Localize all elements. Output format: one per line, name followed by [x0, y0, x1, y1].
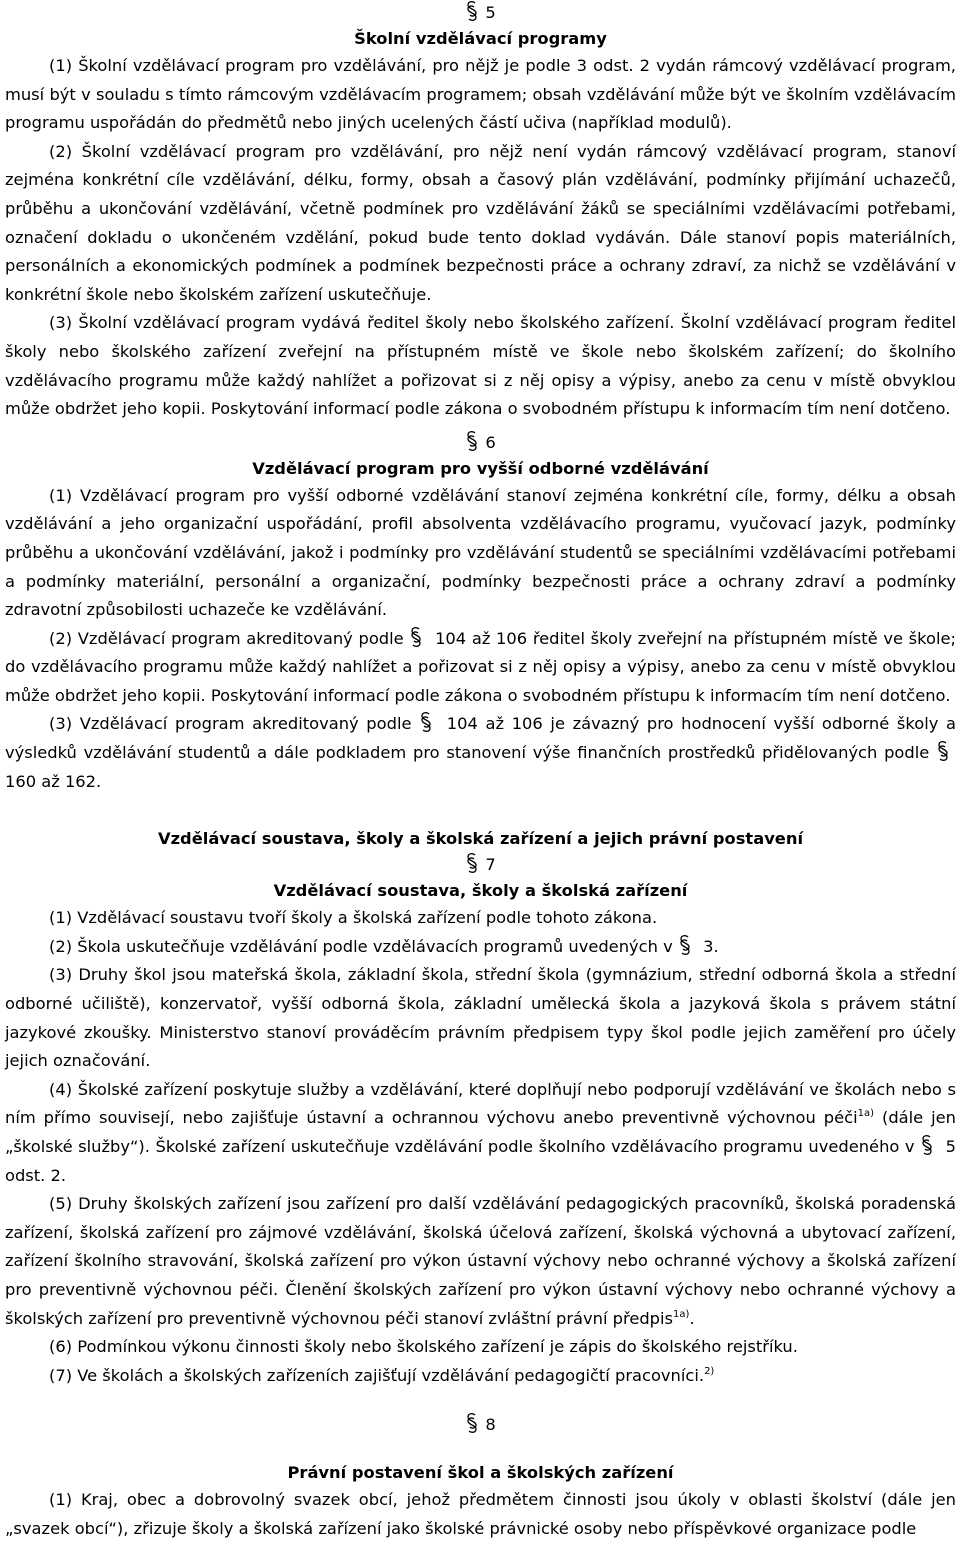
section-6-paragraph-2: (2) Vzdělávací program akreditovaný podle 104 až 106 ředitel školy zveřejní na přístupném místě ve škole; do vzdělávacího programu může každý nahlížet a pořizovat si z něj opisy a výpisy, anebo za cenu v místě obvyklou může obdržet jeho kopii. Poskytování informací podle zákona o svobodném přístupu k informacím tím není dotčeno.	[5, 625, 956, 711]
section-7-paragraph-5: (5) Druhy školských zařízení jsou zařízení pro další vzdělávání pedagogických pracovníků, školská poradenská zařízení, školská zařízení pro zájmové vzdělávání, školská účelová zařízení, školská výchovná a ubytovací zařízení, zařízení školního stravování, školská zařízení pro výkon ústavní výchovy nebo ochranné výchovy a školská zařízení pro preventivně výchovnou péči. Členění školských zařízení pro výkon ústavní výchovy nebo ochranné výchovy a školských zařízení pro preventivně výchovnou péči stanoví zvláštní právní předpis$^{1a)}$.	[5, 1194, 956, 1328]
section-sign-icon	[419, 711, 433, 733]
section-5-paragraph-1: (1) Školní vzdělávací program pro vzdělávání, pro nějž je podle 3 odst. 2 vydán rámcový vzdělávací program, musí být v souladu s tímto rámcovým vzdělávacím programem; obsah vzdělávání může být ve školním vzdělávacím programu uspořádán do předmětů nebo jiných ucelených částí učiva (například modulů).	[5, 56, 956, 133]
section-5-heading: 5	[5, 0, 956, 26]
section-5-paragraph-3: (3) Školní vzdělávací program vydává ředitel školy nebo školského zařízení. Školní vzdělávací program ředitel školy nebo školského zařízení zveřejní na přístupném místě ve škole nebo školském zařízení; do školního vzdělávacího programu může každý nahlížet a pořizovat si z něj opisy a výpisy, anebo za cenu v místě obvyklou může obdržet jeho kopii. Poskytování informací podle zákona o svobodném přístupu k informacím tím není dotčeno.	[5, 313, 956, 419]
section-8-heading: 8	[5, 1412, 956, 1438]
section-sign-icon	[920, 1134, 934, 1156]
section-7-title: Vzdělávací soustava, školy a školská zařízení	[273, 881, 688, 901]
section-6-paragraph-3: (3) Vzdělávací program akreditovaný podle 104 až 106 je závazný pro hodnocení vyšší odborné školy a výsledků vzdělávání studentů a dále podkladem pro stanovení výše finančních prostředků přidělovaných podle 160 až 162.	[5, 710, 956, 796]
section-sign-icon	[678, 934, 692, 956]
section-6-paragraph-1: (1) Vzdělávací program pro vyšší odborné vzdělávání stanoví zejména konkrétní cíle, formy, délku a obsah vzdělávání a jeho organizační uspořádání, profil absolventa vzdělávacího programu, vyučovací jazyk, podmínky průběhu a ukončování vzdělávání, jakož i podmínky pro vzdělávání studentů se speciálními vzdělávacími potřebami a podmínky materiální, personální a organizační, podmínky bezpečnosti práce a ochrany zdraví a podmínky zdravotní způsobilosti uchazeče ke vzdělávání.	[5, 485, 956, 620]
footnote-ref: 1a)	[857, 1108, 875, 1120]
footnote-ref: 2)	[704, 1365, 715, 1377]
section-7-paragraph-2: (2) Škola uskutečňuje vzdělávání podle vzdělávacích programů uvedených v 3.	[5, 933, 956, 962]
section-sign-icon	[936, 740, 950, 762]
section-7-paragraph-7: (7) Ve školách a školských zařízeních zajišťují vzdělávání pedagogičtí pracovníci.$^{2)}$	[49, 1365, 715, 1385]
document-page	[5, 0, 956, 1544]
section-sign-icon	[465, 0, 479, 22]
section-8-title: Právní postavení škol a školských zařízení	[287, 1463, 674, 1483]
section-sign-icon	[465, 430, 479, 452]
section-6-title: Vzdělávací program pro vyšší odborné vzdělávání	[252, 458, 709, 478]
footnote-ref: 1a)	[673, 1308, 690, 1320]
section-7-paragraph-1: (1) Vzdělávací soustavu tvoří školy a školská zařízení podle tohoto zákona.	[49, 908, 658, 928]
section-7-paragraph-4: (4) Školské zařízení poskytuje služby a vzdělávání, které doplňují nebo podporují vzdělávání ve školách nebo s ním přímo souvisejí, nebo zajišťuje ústavní a ochrannou výchovu anebo preventivně výchovnou péči$^{1a)}$ (dále jen „školské služby“). Školské zařízení uskutečňuje vzdělávání podle školního vzdělávacího programu uvedeného v 5 odst. 2.	[5, 1079, 956, 1185]
section-7-heading: 7	[5, 852, 956, 878]
section-sign-icon	[409, 626, 423, 648]
section-6-heading: 6	[5, 430, 956, 456]
section-7-paragraph-3: (3) Druhy škol jsou mateřská škola, základní škola, střední škola (gymnázium, střední odborná škola a střední odborné učiliště), konzervatoř, vyšší odborná škola, základní umělecká škola a jazyková škola s právem státní jazykové zkoušky. Ministerstvo stanoví prováděcím právním předpisem typy škol podle jejich zaměření pro účely jejich označování.	[5, 965, 956, 1071]
part-title: Vzdělávací soustava, školy a školská zařízení a jejich právní postavení	[157, 829, 804, 849]
section-sign-icon	[465, 852, 479, 874]
section-8-paragraph-1: (1) Kraj, obec a dobrovolný svazek obcí, jehož předmětem činnosti jsou úkoly v oblasti školství (dále jen „svazek obcí“), zřizuje školy a školská zařízení jako školské právnické osoby nebo příspěvkové organizace podle	[5, 1490, 956, 1538]
section-5-paragraph-2: (2) Školní vzdělávací program pro vzdělávání, pro nějž není vydán rámcový vzdělávací program, stanoví zejména konkrétní cíle vzdělávání, délku, formy, obsah a časový plán vzdělávání, podmínky přijímání uchazečů, průběhu a ukončování vzdělávání, včetně podmínek pro vzdělávání žáků se speciálními vzdělávacími potřebami, označení dokladu o ukončeném vzdělání, pokud bude tento doklad vydáván. Dále stanoví popis materiálních, personálních a ekonomických podmínek a podmínek bezpečnosti práce a ochrany zdraví, za nichž se vzdělávání v konkrétní škole nebo školském zařízení uskutečňuje.	[5, 141, 956, 304]
section-5-title: Školní vzdělávací programy	[354, 29, 607, 48]
section-sign-icon	[465, 1412, 479, 1434]
section-7-paragraph-6: (6) Podmínkou výkonu činnosti školy nebo školského zařízení je zápis do školského rejstříku.	[49, 1337, 798, 1357]
